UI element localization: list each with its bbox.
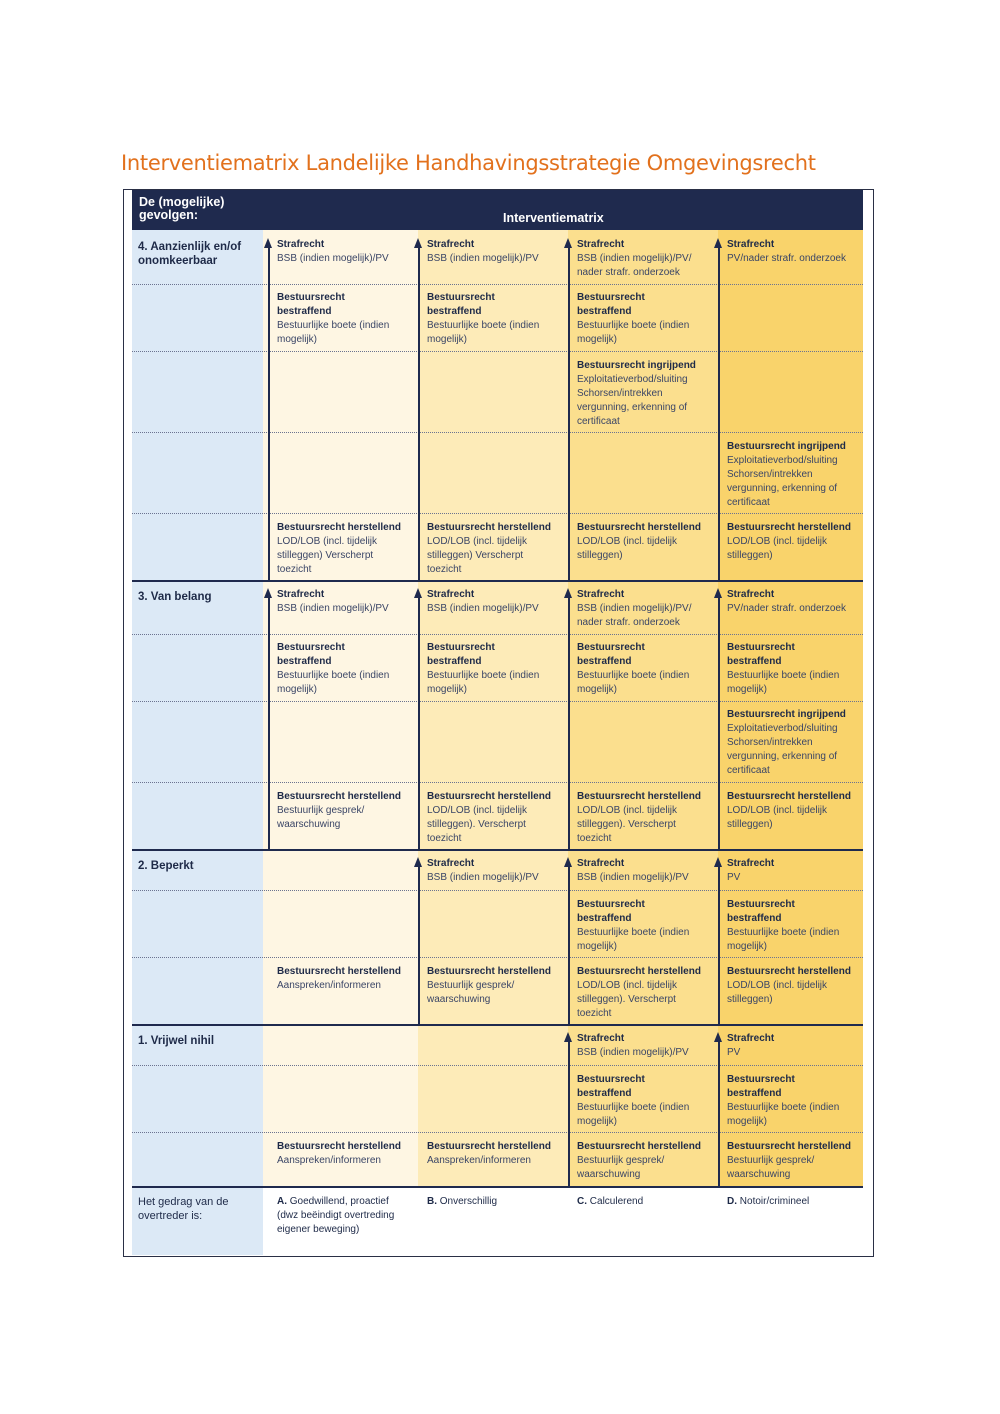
- cell-description: Bestuurlijk gesprek/ waarschuwing: [427, 980, 515, 1005]
- cell-description: LOD/LOB (incl. tijdelijk stilleggen). Verscherpt toezicht: [427, 805, 528, 844]
- matrix-cell: [277, 965, 415, 993]
- escalation-arrow-line: [568, 866, 570, 1024]
- behavior-d-letter: D.: [727, 1196, 737, 1207]
- arrow-up-icon: [714, 857, 722, 867]
- severity-level-1: 1. Vrijwel nihil: [138, 1035, 215, 1047]
- row-separator: [132, 351, 863, 352]
- arrow-up-icon: [264, 238, 272, 248]
- row-separator: [132, 284, 863, 285]
- cell-description: BSB (indien mogelijk)/PV/ nader strafr. onderzoek: [577, 253, 692, 278]
- behavior-c-letter: C.: [577, 1196, 587, 1207]
- column-b-background: [418, 230, 568, 1186]
- cell-title: Strafrecht: [727, 239, 775, 250]
- cell-description: Exploitatieverbod/sluiting Schorsen/intrekken vergunning, erkenning of certificaat: [577, 374, 688, 427]
- cell-description: Bestuurlijke boete (indien mogelijk): [577, 320, 690, 345]
- cell-description: Bestuurlijke boete (indien mogelijk): [577, 670, 690, 695]
- behavior-a: [277, 1195, 407, 1237]
- matrix-cell: [577, 238, 712, 280]
- cell-description: BSB (indien mogelijk)/PV: [427, 603, 539, 614]
- cell-description: LOD/LOB (incl. tijdelijk stilleggen). Verscherpt toezicht: [577, 980, 678, 1019]
- cell-title: Bestuursrecht herstellend: [727, 1141, 851, 1152]
- header-consequences-label: De (mogelijke) gevolgen:: [139, 195, 225, 222]
- cell-description: BSB (indien mogelijk)/PV/ nader strafr. onderzoek: [577, 603, 692, 628]
- matrix-cell: [727, 1032, 861, 1060]
- matrix-cell: [277, 1140, 415, 1168]
- cell-title: Bestuursrecht herstellend: [577, 1141, 701, 1152]
- cell-title: Strafrecht: [427, 239, 475, 250]
- cell-description: Bestuurlijke boete (indien mogelijk): [727, 927, 840, 952]
- behavior-c-text: Calculerend: [589, 1196, 644, 1207]
- arrow-up-icon: [564, 588, 572, 598]
- cell-description: Bestuurlijke boete (indien mogelijk): [727, 670, 840, 695]
- cell-description: Bestuurlijke boete (indien mogelijk): [577, 927, 690, 952]
- arrow-up-icon: [414, 857, 422, 867]
- matrix-cell: [277, 291, 390, 347]
- matrix-cell: [577, 521, 715, 563]
- cell-description: PV/nader strafr. onderzoek: [727, 253, 846, 264]
- cell-description: Exploitatieverbod/sluiting Schorsen/intrekken vergunning, erkenning of certificaat: [727, 723, 838, 776]
- cell-description: Bestuurlijk gesprek/ waarschuwing: [727, 1155, 815, 1180]
- matrix-cell: [277, 641, 390, 697]
- severity-separator: [132, 849, 863, 851]
- behavior-a-text: Goedwillend, proactief (dwz beëindigt overtreding eigener beweging): [277, 1196, 395, 1235]
- arrow-up-icon: [564, 857, 572, 867]
- matrix-cell: [577, 857, 712, 885]
- cell-title: Bestuursrecht herstellend: [727, 791, 851, 802]
- matrix-cell: [727, 238, 861, 266]
- cell-title: Bestuursrecht herstellend: [277, 791, 401, 802]
- cell-description: PV: [727, 872, 741, 883]
- matrix-cell: [727, 857, 861, 885]
- cell-title: Strafrecht: [727, 1033, 775, 1044]
- matrix-cell: [277, 790, 415, 832]
- matrix-cell: [727, 521, 863, 563]
- cell-title: Strafrecht: [427, 858, 475, 869]
- matrix-cell: [427, 238, 562, 266]
- cell-description: Bestuurlijk gesprek/ waarschuwing: [277, 805, 365, 830]
- escalation-arrow-line: [718, 1041, 720, 1186]
- cell-title: Bestuursrecht herstellend: [427, 966, 551, 977]
- cell-title: Bestuursrecht herstellend: [577, 966, 701, 977]
- cell-title: Strafrecht: [277, 589, 325, 600]
- severity-column: [132, 230, 263, 1255]
- cell-description: BSB (indien mogelijk)/PV: [277, 603, 389, 614]
- cell-description: Bestuurlijke boete (indien mogelijk): [427, 670, 540, 695]
- cell-title: Bestuursrecht bestraffend: [577, 292, 645, 317]
- severity-separator: [132, 580, 863, 582]
- cell-title: Bestuursrecht bestraffend: [577, 1074, 645, 1099]
- cell-title: Bestuursrecht herstellend: [277, 966, 401, 977]
- matrix-cell: [427, 521, 565, 577]
- matrix-cell: [577, 359, 712, 429]
- escalation-arrow-line: [418, 247, 420, 580]
- escalation-arrow-line: [418, 866, 420, 1024]
- severity-separator: [132, 1024, 863, 1026]
- severity-level-3: 3. Van belang: [138, 591, 212, 603]
- matrix-cell: [577, 291, 690, 347]
- matrix-cell: [427, 641, 540, 697]
- matrix-cell: [727, 965, 863, 1007]
- cell-title: Bestuursrecht bestraffend: [427, 292, 495, 317]
- cell-title: Bestuursrecht ingrijpend: [727, 709, 846, 720]
- cell-title: Bestuursrecht herstellend: [577, 791, 701, 802]
- cell-description: Aanspreken/informeren: [277, 980, 381, 991]
- arrow-up-icon: [714, 238, 722, 248]
- row-separator: [132, 432, 863, 433]
- behavior-b-text: Onverschillig: [439, 1196, 498, 1207]
- cell-title: Bestuursrecht bestraffend: [577, 642, 645, 667]
- escalation-arrow-line: [418, 597, 420, 849]
- cell-title: Bestuursrecht herstellend: [727, 522, 851, 533]
- escalation-arrow-line: [568, 597, 570, 849]
- cell-description: LOD/LOB (incl. tijdelijk stilleggen). Verscherpt toezicht: [577, 805, 678, 844]
- escalation-arrow-line: [718, 247, 720, 580]
- cell-description: LOD/LOB (incl. tijdelijk stilleggen): [727, 805, 828, 830]
- matrix-cell: [427, 965, 565, 1007]
- behavior-d: [727, 1195, 861, 1209]
- cell-title: Bestuursrecht herstellend: [427, 791, 551, 802]
- cell-description: Aanspreken/informeren: [427, 1155, 531, 1166]
- cell-title: Strafrecht: [727, 858, 775, 869]
- cell-description: PV: [727, 1047, 741, 1058]
- behavior-b: [427, 1195, 562, 1209]
- behavior-d-text: Notoir/crimineel: [739, 1196, 810, 1207]
- matrix-cell: [577, 1032, 712, 1060]
- cell-title: Bestuursrecht herstellend: [427, 1141, 551, 1152]
- cell-title: Strafrecht: [577, 1033, 625, 1044]
- cell-title: Strafrecht: [577, 589, 625, 600]
- escalation-arrow-line: [568, 247, 570, 580]
- cell-description: BSB (indien mogelijk)/PV: [427, 872, 539, 883]
- cell-description: LOD/LOB (incl. tijdelijk stilleggen) Verscherpt toezicht: [277, 536, 378, 575]
- arrow-up-icon: [564, 238, 572, 248]
- row-separator: [132, 782, 863, 783]
- page-title: Interventiematrix Landelijke Handhavingsstrategie Omgevingsrecht: [121, 151, 816, 175]
- matrix-cell: [577, 1073, 690, 1129]
- row-separator: [132, 890, 863, 891]
- matrix-cell: [577, 588, 712, 630]
- cell-title: Bestuursrecht bestraffend: [727, 642, 795, 667]
- cell-title: Bestuursrecht ingrijpend: [727, 441, 846, 452]
- row-separator: [132, 634, 863, 635]
- cell-description: Bestuurlijke boete (indien mogelijk): [727, 1102, 840, 1127]
- cell-title: Bestuursrecht bestraffend: [277, 642, 345, 667]
- row-separator: [132, 957, 863, 958]
- cell-title: Strafrecht: [277, 239, 325, 250]
- severity-separator: [132, 1186, 863, 1188]
- row-separator: [132, 1065, 863, 1066]
- escalation-arrow-line: [718, 866, 720, 1024]
- cell-description: LOD/LOB (incl. tijdelijk stilleggen): [727, 536, 828, 561]
- cell-title: Bestuursrecht herstellend: [277, 522, 401, 533]
- matrix-cell: [427, 588, 562, 616]
- escalation-arrow-line: [568, 1041, 570, 1186]
- cell-title: Bestuursrecht herstellend: [427, 522, 551, 533]
- matrix-cell: [427, 1140, 565, 1168]
- cell-description: Exploitatieverbod/sluiting Schorsen/intrekken vergunning, erkenning of certificaat: [727, 455, 838, 508]
- cell-title: Bestuursrecht bestraffend: [277, 292, 345, 317]
- arrow-up-icon: [714, 588, 722, 598]
- cell-description: Bestuurlijke boete (indien mogelijk): [277, 320, 390, 345]
- cell-title: Bestuursrecht bestraffend: [727, 1074, 795, 1099]
- header-matrix-label: Interventiematrix: [503, 211, 604, 225]
- severity-level-2: 2. Beperkt: [138, 860, 194, 872]
- cell-title: Bestuursrecht bestraffend: [427, 642, 495, 667]
- cell-title: Strafrecht: [577, 239, 625, 250]
- escalation-arrow-line: [268, 247, 270, 580]
- cell-title: Bestuursrecht bestraffend: [727, 899, 795, 924]
- behavior-c: [577, 1195, 712, 1209]
- cell-description: BSB (indien mogelijk)/PV: [427, 253, 539, 264]
- cell-title: Bestuursrecht bestraffend: [577, 899, 645, 924]
- cell-title: Bestuursrecht herstellend: [277, 1141, 401, 1152]
- arrow-up-icon: [414, 238, 422, 248]
- matrix-cell: [427, 857, 562, 885]
- matrix-cell: [727, 588, 861, 616]
- row-separator: [132, 513, 863, 514]
- row-separator: [132, 701, 863, 702]
- cell-title: Bestuursrecht ingrijpend: [577, 360, 696, 371]
- cell-description: Bestuurlijke boete (indien mogelijk): [277, 670, 390, 695]
- matrix-cell: [427, 790, 565, 846]
- cell-description: Bestuurlijke boete (indien mogelijk): [427, 320, 540, 345]
- severity-level-4: 4. Aanzienlijk en/of onomkeerbaar: [138, 241, 242, 267]
- behavior-a-letter: A.: [277, 1196, 287, 1207]
- cell-title: Strafrecht: [727, 589, 775, 600]
- matrix-cell: [727, 898, 840, 954]
- behavior-b-letter: B.: [427, 1196, 437, 1207]
- matrix-cell: [577, 898, 690, 954]
- cell-description: LOD/LOB (incl. tijdelijk stilleggen) Verscherpt toezicht: [427, 536, 528, 575]
- matrix-cell: [727, 440, 861, 510]
- escalation-arrow-line: [268, 597, 270, 849]
- cell-description: Aanspreken/informeren: [277, 1155, 381, 1166]
- column-a-background: [263, 230, 418, 1186]
- matrix-cell: [727, 1073, 840, 1129]
- arrow-up-icon: [714, 1032, 722, 1042]
- arrow-up-icon: [564, 1032, 572, 1042]
- matrix-cell: [277, 238, 412, 266]
- cell-description: Bestuurlijke boete (indien mogelijk): [577, 1102, 690, 1127]
- matrix-cell: [577, 965, 715, 1021]
- cell-description: LOD/LOB (incl. tijdelijk stilleggen): [727, 980, 828, 1005]
- matrix-cell: [727, 790, 863, 832]
- row-separator: [132, 1132, 863, 1133]
- matrix-cell: [277, 588, 412, 616]
- matrix-cell: [277, 521, 415, 577]
- cell-description: LOD/LOB (incl. tijdelijk stilleggen): [577, 536, 678, 561]
- cell-title: Strafrecht: [577, 858, 625, 869]
- arrow-up-icon: [264, 588, 272, 598]
- matrix-cell: [577, 641, 690, 697]
- matrix-cell: [727, 641, 840, 697]
- cell-description: BSB (indien mogelijk)/PV: [277, 253, 389, 264]
- cell-description: BSB (indien mogelijk)/PV: [577, 1047, 689, 1058]
- matrix-cell: [727, 1140, 863, 1182]
- cell-title: Bestuursrecht herstellend: [577, 522, 701, 533]
- cell-description: Bestuurlijk gesprek/ waarschuwing: [577, 1155, 665, 1180]
- cell-title: Strafrecht: [427, 589, 475, 600]
- matrix-cell: [727, 708, 861, 778]
- matrix-cell: [427, 291, 540, 347]
- arrow-up-icon: [414, 588, 422, 598]
- cell-description: BSB (indien mogelijk)/PV: [577, 872, 689, 883]
- matrix-header: [132, 190, 863, 230]
- behavior-label: Het gedrag van de overtreder is:: [138, 1196, 229, 1222]
- cell-description: PV/nader strafr. onderzoek: [727, 603, 846, 614]
- matrix-cell: [577, 1140, 715, 1182]
- cell-title: Bestuursrecht herstellend: [727, 966, 851, 977]
- matrix-cell: [577, 790, 715, 846]
- escalation-arrow-line: [718, 597, 720, 849]
